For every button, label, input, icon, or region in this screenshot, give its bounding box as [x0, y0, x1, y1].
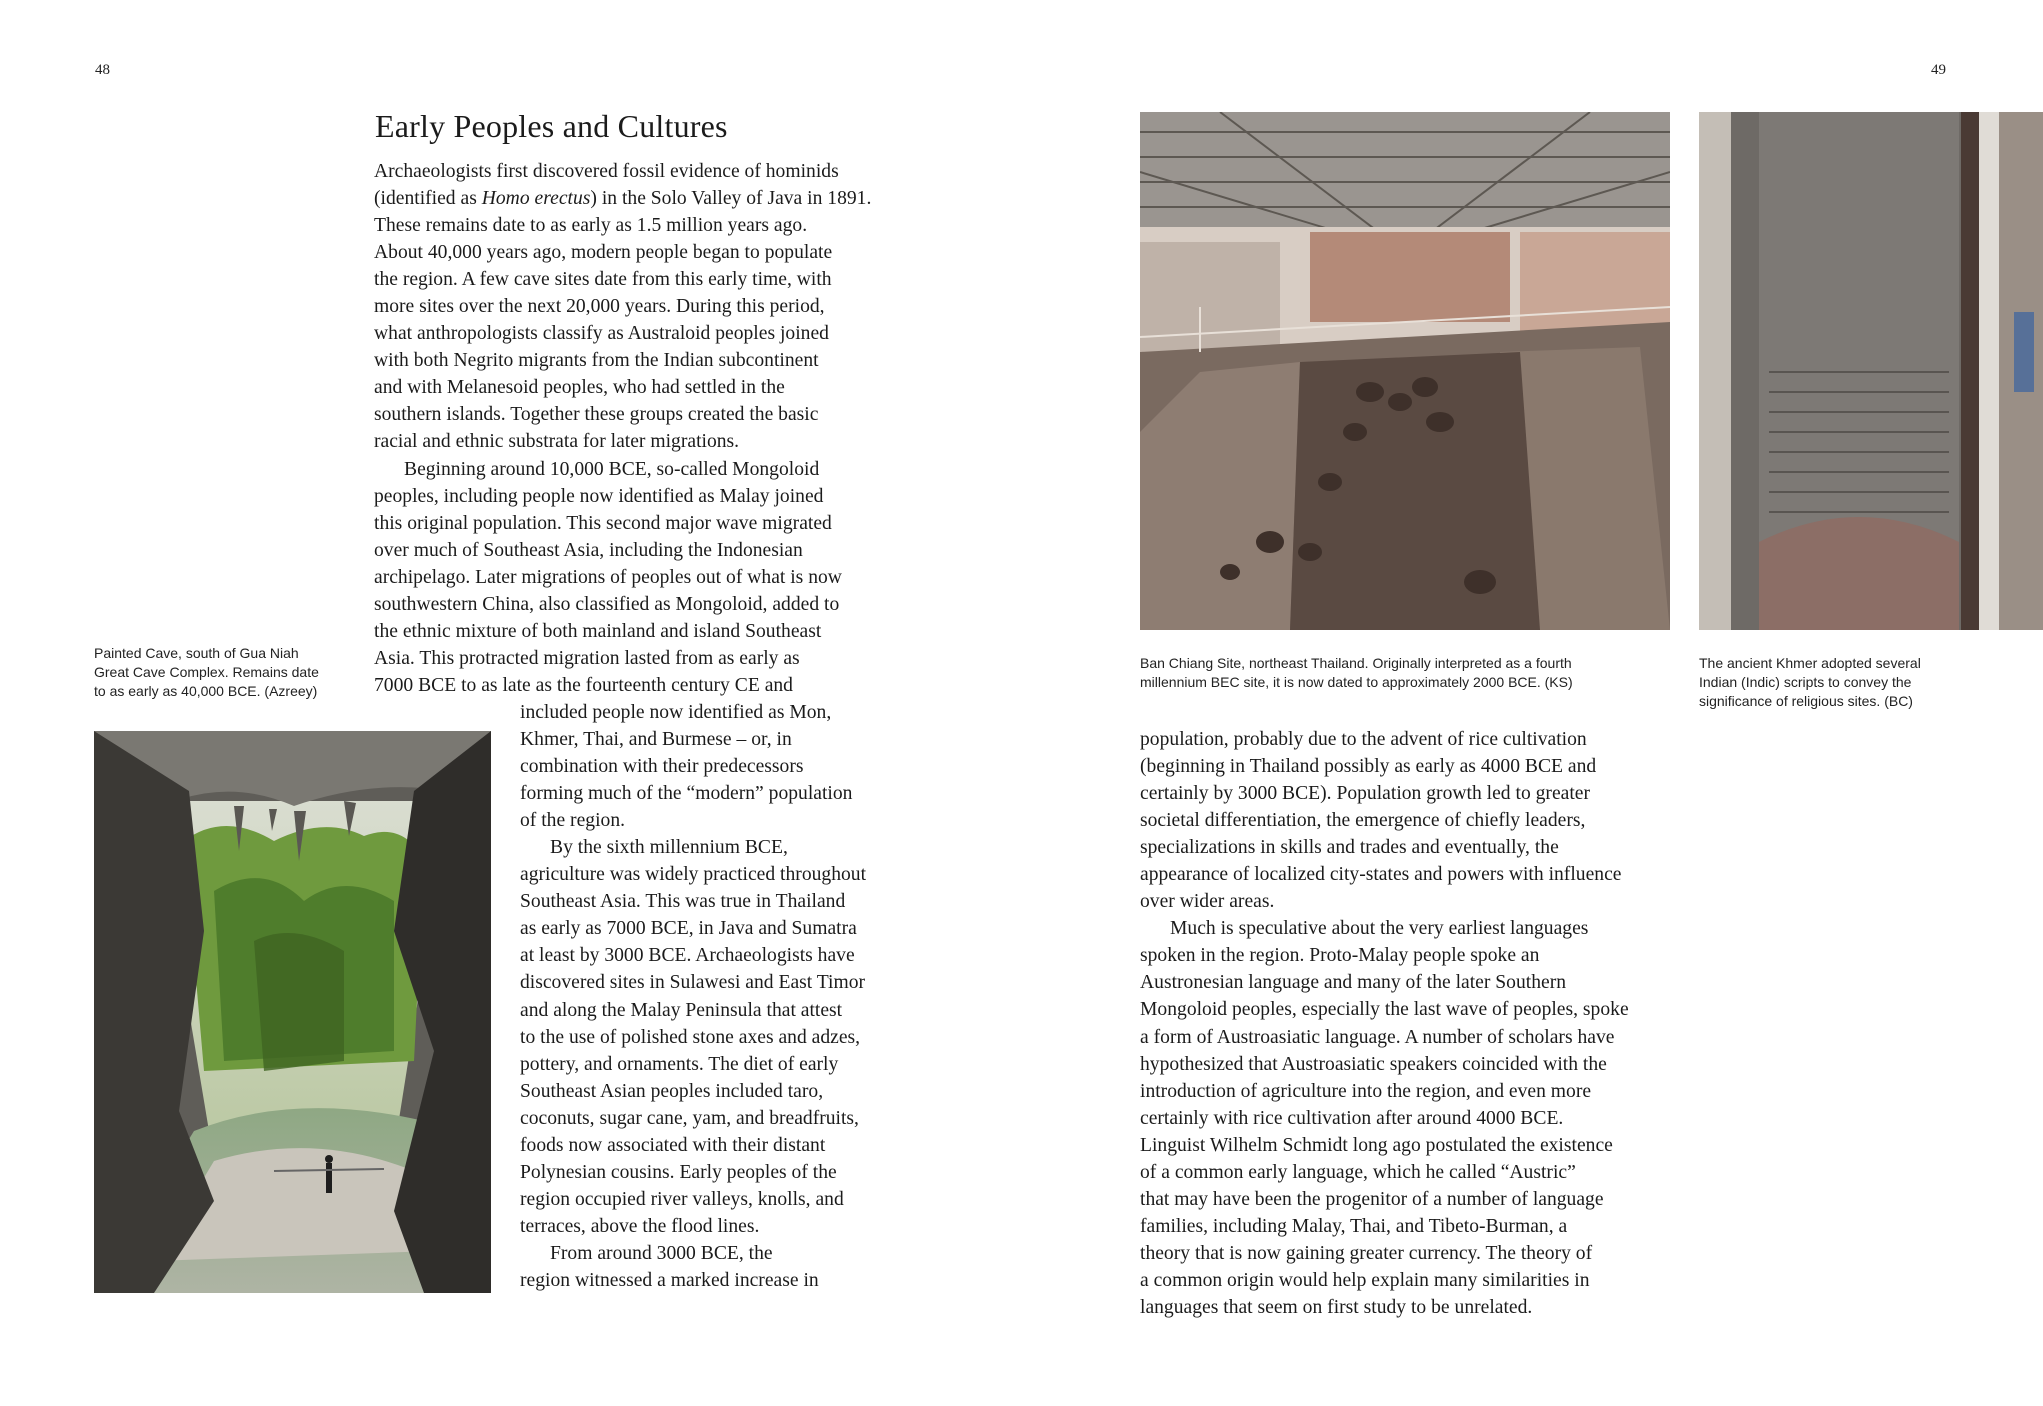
text-line: By the sixth millennium BCE,: [550, 837, 788, 859]
text-line: (identified as Homo erectus) in the Solo Valley of Java in 1891.: [374, 188, 872, 210]
text-line: and with Melanesoid peoples, who had settled in the: [374, 377, 785, 399]
text-line: the region. A few cave sites date from this early time, with: [374, 269, 832, 291]
text-line: Beginning around 10,000 BCE, so-called Mongoloid: [404, 458, 820, 480]
text-line: that may have been the progenitor of a number of language: [1140, 1188, 1604, 1210]
text-line: Polynesian cousins. Early peoples of the: [520, 1161, 837, 1183]
text-line: spoken in the region. Proto-Malay people spoke an: [1140, 945, 1540, 967]
text-line: over wider areas.: [1140, 891, 1275, 913]
text-line: region occupied river valleys, knolls, and: [520, 1188, 844, 1210]
left-body-column-1: [374, 158, 914, 699]
caption-line: significance of religious sites. (BC): [1699, 693, 1913, 709]
text-line: foods now associated with their distant: [520, 1134, 826, 1156]
text-line: Linguist Wilhelm Schmidt long ago postulated the existence: [1140, 1134, 1613, 1156]
text-line: discovered sites in Sulawesi and East Timor: [520, 972, 866, 994]
text-line: racial and ethnic substrata for later migrations.: [374, 431, 740, 453]
text-line: peoples, including people now identified as Malay joined: [374, 485, 824, 507]
text-line: certainly by 3000 BCE). Population growth led to greater: [1140, 783, 1591, 805]
text-line: appearance of localized city-states and powers with influence: [1140, 864, 1622, 886]
text-line: theory that is now gaining greater currency. The theory of: [1140, 1242, 1593, 1264]
ban-chiang-photo: [1140, 112, 1670, 630]
text-line: societal differentiation, the emergence of chiefly leaders,: [1140, 810, 1586, 832]
text-line: Khmer, Thai, and Burmese – or, in: [520, 729, 792, 751]
page-number-right: 49: [1931, 62, 1946, 78]
text-line: a form of Austroasiatic language. A number of scholars have: [1140, 1026, 1615, 1048]
text-line: Southeast Asia. This was true in Thailand: [520, 891, 846, 913]
text-line: certainly with rice cultivation after around 4000 BCE.: [1140, 1107, 1564, 1129]
text-line: the ethnic mixture of both mainland and island Southeast: [374, 620, 822, 642]
caption-line: millennium BEC site, it is now dated to approximately 2000 BCE. (KS): [1140, 674, 1573, 690]
text-line: Archaeologists first discovered fossil evidence of hominids: [374, 161, 839, 182]
text-line: introduction of agriculture into the region, and even more: [1140, 1080, 1592, 1102]
text-line: Much is speculative about the very earliest languages: [1170, 918, 1589, 940]
text-line: southern islands. Together these groups created the basic: [374, 404, 819, 426]
caption-line: Indian (Indic) scripts to convey the: [1699, 674, 1912, 690]
text-line: with both Negrito migrants from the Indian subcontinent: [374, 350, 819, 372]
caption-line: The ancient Khmer adopted several: [1699, 655, 1921, 671]
text-line: and along the Malay Peninsula that attest: [520, 999, 843, 1021]
caption-line: Great Cave Complex. Remains date: [94, 664, 319, 680]
chapter-title: Early Peoples and Cultures: [375, 108, 728, 144]
caption-line: Painted Cave, south of Gua Niah: [94, 645, 299, 661]
text-line: at least by 3000 BCE. Archaeologists have: [520, 945, 855, 967]
text-line: Austronesian language and many of the later Southern: [1140, 972, 1567, 994]
text-line: Asia. This protracted migration lasted from as early as: [374, 647, 800, 669]
text-line: About 40,000 years ago, modern people began to populate: [374, 242, 833, 264]
italic-term: Homo erectus: [481, 188, 591, 210]
text-line: coconuts, sugar cane, yam, and breadfruits,: [520, 1107, 859, 1129]
cave-photo: [94, 731, 491, 1293]
text-line: to the use of polished stone axes and adzes,: [520, 1026, 861, 1048]
text-line: region witnessed a marked increase in: [520, 1269, 819, 1291]
text-line: archipelago. Later migrations of peoples out of what is now: [374, 566, 842, 588]
text-line: hypothesized that Austroasiatic speakers coincided with the: [1140, 1053, 1607, 1075]
text-line: forming much of the “modern” population: [520, 783, 853, 805]
text-line: specializations in skills and trades and eventually, the: [1140, 837, 1559, 859]
text-line: From around 3000 BCE, the: [550, 1242, 773, 1264]
text-line: more sites over the next 20,000 years. During this period,: [374, 296, 825, 318]
text-line: Mongoloid peoples, especially the last wave of peoples, spoke: [1140, 999, 1629, 1021]
text-line: as early as 7000 BCE, in Java and Sumatra: [520, 918, 857, 940]
caption-line: Ban Chiang Site, northeast Thailand. Originally interpreted as a fourth: [1140, 655, 1572, 671]
caption-line: to as early as 40,000 BCE. (Azreey): [94, 683, 318, 699]
text-line: of a common early language, which he called “Austric”: [1140, 1161, 1576, 1183]
khmer-inscription-photo: [1699, 112, 2043, 630]
text-line: population, probably due to the advent of rice cultivation: [1140, 729, 1587, 750]
text-line: These remains date to as early as 1.5 million years ago.: [374, 215, 808, 237]
text-line: agriculture was widely practiced throughout: [520, 864, 867, 886]
left-body-column-2: [520, 699, 920, 1294]
text-line: (beginning in Thailand possibly as early as 4000 BCE and: [1140, 756, 1597, 778]
right-body-column: [1140, 726, 1700, 1321]
text-line: of the region.: [520, 810, 626, 832]
text-line: included people now identified as Mon,: [520, 702, 832, 723]
text-line: Southeast Asian peoples included taro,: [520, 1080, 824, 1102]
text-line: terraces, above the flood lines.: [520, 1215, 760, 1237]
text-line: pottery, and ornaments. The diet of early: [520, 1053, 839, 1075]
text-line: families, including Malay, Thai, and Tibeto-Burman, a: [1140, 1215, 1568, 1237]
text-line: southwestern China, also classified as Mongoloid, added to: [374, 593, 840, 615]
page-number-left: 48: [95, 62, 110, 78]
text-line: combination with their predecessors: [520, 756, 804, 778]
ban-chiang-caption: [1140, 654, 1660, 692]
text-line: languages that seem on first study to be unrelated.: [1140, 1296, 1533, 1318]
text-line: a common origin would help explain many similarities in: [1140, 1269, 1590, 1291]
text-line: over much of Southeast Asia, including the Indonesian: [374, 539, 803, 561]
text-line: 7000 BCE to as late as the fourteenth century CE and: [374, 674, 793, 696]
khmer-caption: [1699, 654, 1999, 711]
cave-photo-caption: [94, 644, 354, 701]
text-line: this original population. This second major wave migrated: [374, 512, 832, 534]
text-line: what anthropologists classify as Australoid peoples joined: [374, 323, 829, 345]
